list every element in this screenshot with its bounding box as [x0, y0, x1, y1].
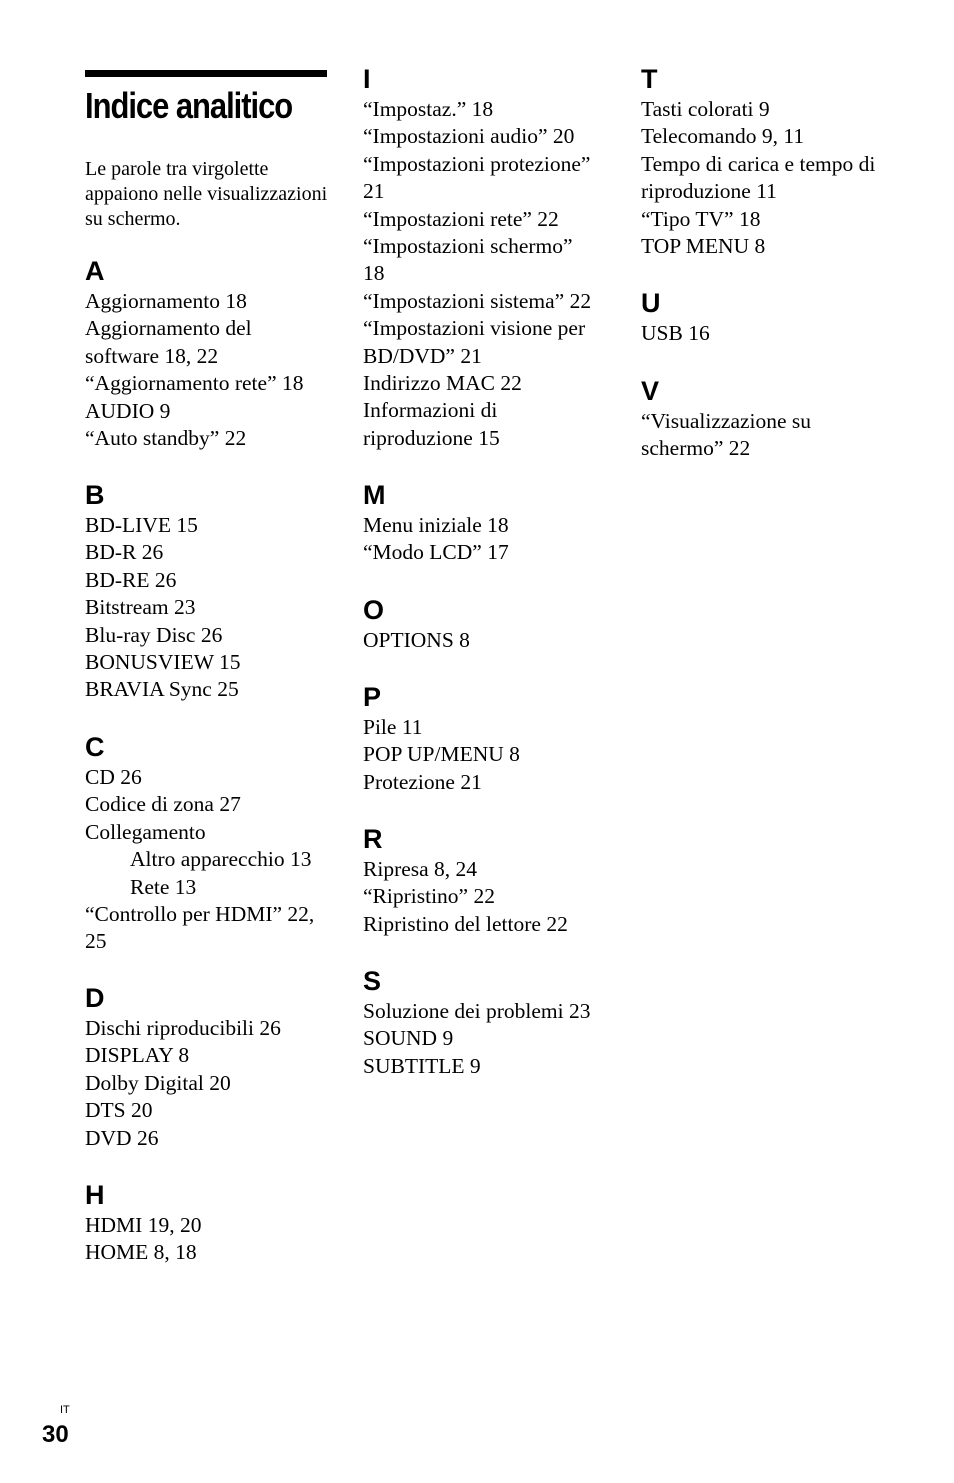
- index-entry: DTS 20: [85, 1098, 153, 1123]
- section-c: [85, 732, 330, 956]
- section-letter: B: [85, 480, 105, 510]
- section-b: [85, 480, 330, 704]
- index-entry: 21: [363, 179, 385, 204]
- index-subentry: Altro apparecchio 13: [130, 847, 312, 872]
- index-entry: riproduzione 11: [641, 179, 777, 204]
- index-entry: TOP MENU 8: [641, 234, 766, 259]
- index-entry: 18: [363, 261, 385, 286]
- index-entry: “Controllo per HDMI” 22,: [85, 902, 315, 927]
- index-entry: Telecomando 9, 11: [641, 124, 805, 149]
- section-u: [641, 288, 896, 347]
- index-entry: “Impostazioni visione per: [363, 316, 586, 341]
- index-entry: Dolby Digital 20: [85, 1070, 231, 1095]
- index-entry: BD/DVD” 21: [363, 343, 482, 368]
- language-code: IT: [60, 1404, 70, 1416]
- index-entry: software 18, 22: [85, 343, 219, 368]
- section-p: [363, 682, 613, 796]
- index-entry: Tasti colorati 9: [641, 97, 770, 121]
- index-entry: SOUND 9: [363, 1026, 454, 1051]
- section-h: [85, 1180, 330, 1267]
- section-letter: A: [85, 256, 105, 286]
- section-r: [363, 824, 613, 938]
- index-entry: BONUSVIEW 15: [85, 650, 241, 675]
- index-entry: “Aggiornamento rete” 18: [85, 371, 304, 396]
- index-entry: SUBTITLE 9: [363, 1053, 481, 1078]
- index-entry: USB 16: [641, 321, 710, 345]
- section-letter: P: [363, 682, 382, 712]
- index-entry: Tempo di carica e tempo di: [641, 151, 876, 176]
- index-entry: DVD 26: [85, 1125, 159, 1150]
- page-number: 30: [42, 1421, 69, 1448]
- section-letter: T: [641, 64, 658, 94]
- index-entry: Codice di zona 27: [85, 792, 241, 817]
- section-letter: O: [363, 595, 385, 625]
- index-entry: Pile 11: [363, 715, 423, 739]
- index-entry: “Impostazioni protezione”: [363, 151, 591, 176]
- section-s: [363, 966, 613, 1080]
- index-entry: Indirizzo MAC 22: [363, 371, 522, 396]
- index-entry: DISPLAY 8: [85, 1043, 190, 1068]
- index-entry: OPTIONS 8: [363, 628, 470, 652]
- section-letter: S: [363, 966, 382, 996]
- section-i: [363, 64, 613, 452]
- section-letter: R: [363, 824, 383, 854]
- index-entry: “Impostazioni audio” 20: [363, 124, 575, 149]
- section-letter: H: [85, 1180, 105, 1210]
- section-d: [85, 983, 330, 1152]
- index-entry: “Impostazioni sistema” 22: [363, 288, 592, 313]
- section-letter: M: [363, 480, 386, 510]
- index-entry: Soluzione dei problemi 23: [363, 999, 591, 1023]
- index-entry: Aggiornamento 18: [85, 289, 247, 313]
- index-entry: Aggiornamento del: [85, 316, 252, 341]
- section-t: [641, 64, 896, 260]
- section-v: [641, 376, 896, 463]
- index-entry: “Visualizzazione su: [641, 409, 812, 433]
- index-entry: “Impostazioni rete” 22: [363, 206, 559, 231]
- index-entry: POP UP/MENU 8: [363, 742, 520, 767]
- index-entry: CD 26: [85, 765, 142, 789]
- intro-note: Le parole tra virgolette appaiono nelle visualizzazioni su schermo.: [85, 158, 328, 230]
- section-o: [363, 595, 613, 654]
- index-entry: Dischi riproducibili 26: [85, 1016, 281, 1040]
- index-entry: Protezione 21: [363, 769, 482, 794]
- index-entry: Bitstream 23: [85, 595, 196, 620]
- index-entry: “Auto standby” 22: [85, 426, 247, 451]
- section-letter: V: [641, 376, 660, 406]
- index-entry: “Modo LCD” 17: [363, 540, 509, 565]
- index-entry: BD-RE 26: [85, 567, 177, 592]
- index-entry: Ripresa 8, 24: [363, 857, 478, 881]
- page-title: Indice analitico: [85, 85, 293, 126]
- index-entry: BRAVIA Sync 25: [85, 677, 239, 702]
- index-entry: schermo” 22: [641, 436, 751, 461]
- section-a: [85, 256, 330, 452]
- index-entry: HDMI 19, 20: [85, 1213, 202, 1237]
- title-rule: [85, 70, 327, 77]
- index-entry: Collegamento: [85, 819, 206, 844]
- index-entry: Menu iniziale 18: [363, 513, 509, 537]
- index-entry: riproduzione 15: [363, 425, 500, 450]
- section-m: [363, 480, 613, 567]
- index-entry: “Tipo TV” 18: [641, 206, 761, 231]
- index-entry: Blu-ray Disc 26: [85, 622, 223, 647]
- index-entry: Informazioni di: [363, 398, 498, 423]
- index-entry: “Ripristino” 22: [363, 884, 495, 909]
- index-subentry: Rete 13: [130, 874, 197, 899]
- index-entry: AUDIO 9: [85, 398, 171, 423]
- index-entry: “Impostazioni schermo”: [363, 234, 573, 259]
- section-letter: U: [641, 288, 661, 318]
- index-entry: Ripristino del lettore 22: [363, 911, 568, 936]
- section-letter: I: [363, 64, 371, 94]
- section-letter: D: [85, 983, 105, 1013]
- index-entry: BD-LIVE 15: [85, 513, 198, 537]
- index-entry: 25: [85, 929, 107, 954]
- section-letter: C: [85, 732, 105, 762]
- index-entry: BD-R 26: [85, 540, 164, 565]
- index-entry: “Impostaz.” 18: [363, 97, 494, 121]
- index-entry: HOME 8, 18: [85, 1240, 197, 1265]
